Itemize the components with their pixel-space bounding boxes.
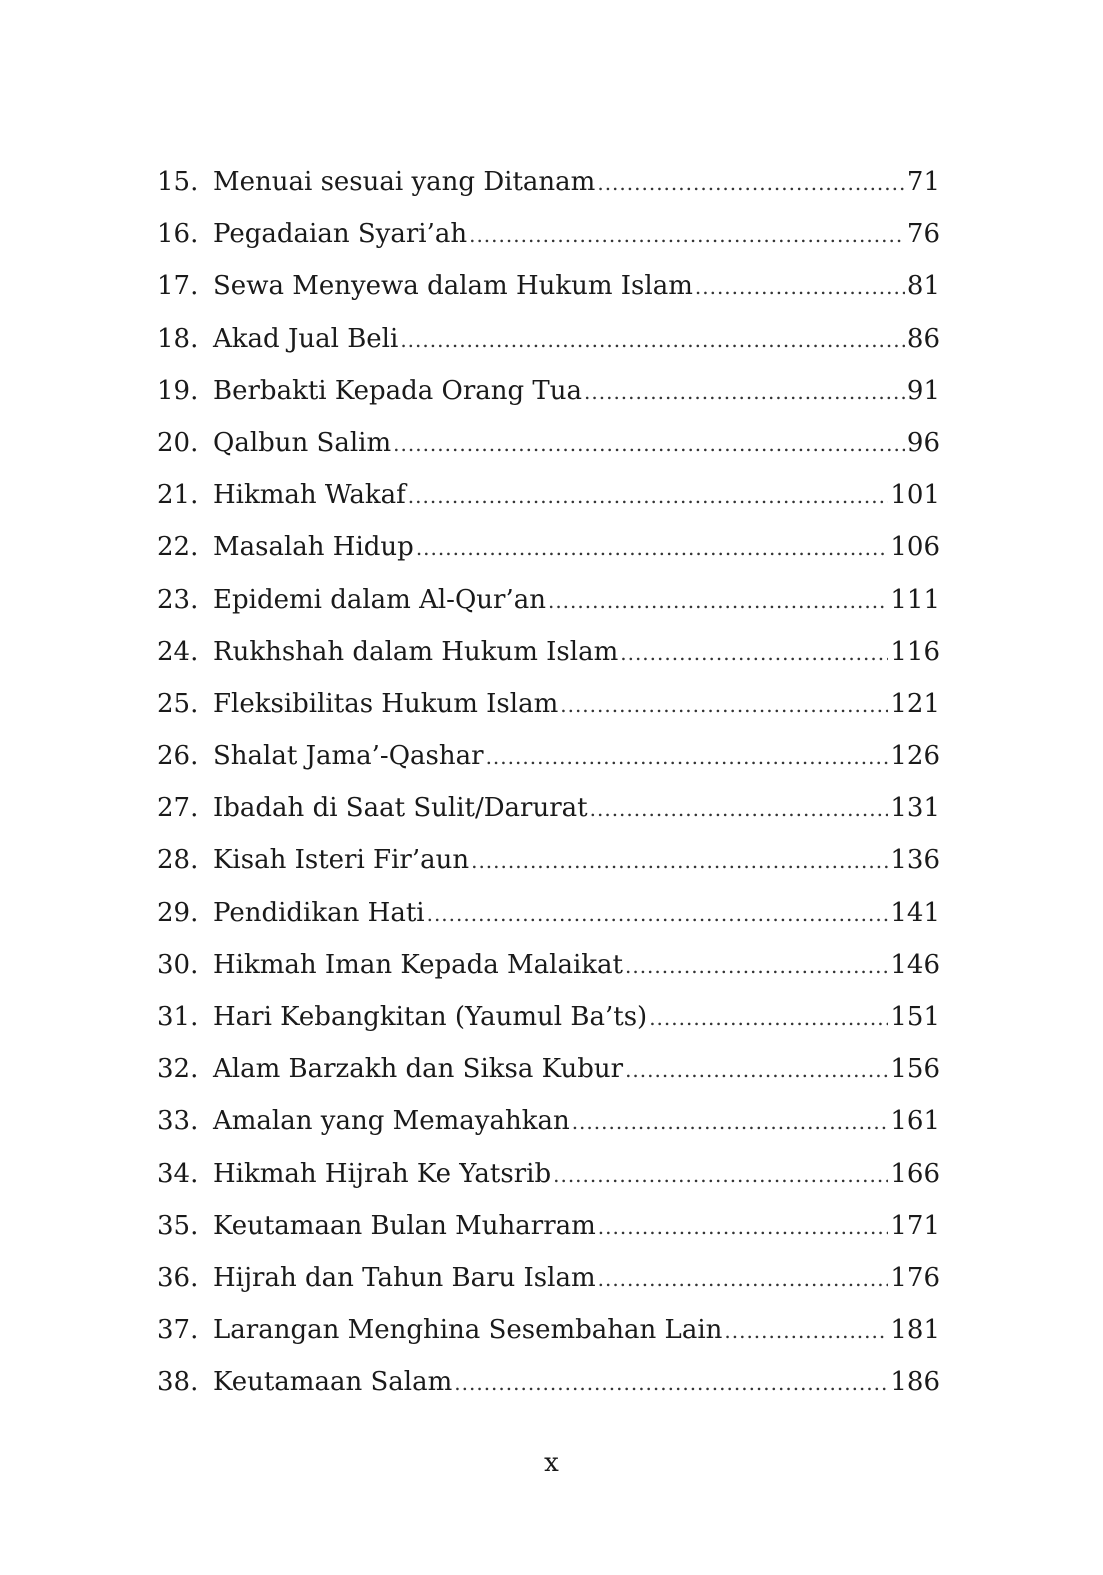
toc-entry-number: 26. bbox=[157, 741, 199, 772]
toc-entry bbox=[157, 782, 940, 834]
table-of-contents bbox=[157, 156, 940, 1409]
toc-entry-page: 146 bbox=[890, 949, 940, 980]
toc-entry-number: 38. bbox=[157, 1367, 199, 1398]
toc-entry-title: Hijrah dan Tahun Baru Islam bbox=[213, 1262, 596, 1293]
toc-entry-title: Pendidikan Hati bbox=[213, 897, 425, 928]
toc-entry-number: 24. bbox=[157, 636, 199, 667]
toc-entry-number: 35. bbox=[157, 1210, 199, 1241]
toc-leader-dots bbox=[598, 1201, 889, 1253]
toc-entry-title: Akad Jual Beli bbox=[213, 323, 399, 354]
toc-entry-page: 126 bbox=[890, 741, 940, 772]
toc-entry bbox=[157, 208, 940, 260]
toc-entry-page: 76 bbox=[906, 219, 940, 250]
toc-entry bbox=[157, 521, 940, 573]
toc-entry-number: 16. bbox=[157, 219, 199, 250]
toc-entry-number: 36. bbox=[157, 1262, 199, 1293]
toc-entry bbox=[157, 834, 940, 886]
toc-entry-title: Kisah Isteri Fir’aun bbox=[213, 845, 470, 876]
toc-entry-page: 81 bbox=[906, 271, 940, 302]
toc-leader-dots bbox=[597, 157, 905, 209]
toc-leader-dots bbox=[471, 835, 888, 887]
toc-entry bbox=[157, 1043, 940, 1095]
toc-entry-page: 186 bbox=[890, 1367, 940, 1398]
toc-entry-title: Amalan yang Memayahkan bbox=[213, 1106, 570, 1137]
toc-entry bbox=[157, 1252, 940, 1304]
toc-leader-dots bbox=[584, 366, 905, 418]
toc-entry bbox=[157, 313, 940, 365]
toc-entry-number: 29. bbox=[157, 897, 199, 928]
toc-entry-title: Masalah Hidup bbox=[213, 532, 414, 563]
toc-leader-dots bbox=[625, 1044, 888, 1096]
toc-entry-title: Keutamaan Bulan Muharram bbox=[213, 1210, 596, 1241]
toc-entry-title: Menuai sesuai yang Ditanam bbox=[213, 167, 596, 197]
toc-entry bbox=[157, 1200, 940, 1252]
toc-leader-dots bbox=[724, 1305, 888, 1357]
toc-entry-page: 91 bbox=[906, 375, 940, 406]
toc-entry bbox=[157, 469, 940, 521]
toc-entry-number: 32. bbox=[157, 1054, 199, 1085]
toc-entry-page: 151 bbox=[890, 1002, 940, 1032]
toc-leader-dots bbox=[598, 1253, 889, 1305]
toc-entry-number: 20. bbox=[157, 427, 199, 458]
toc-leader-dots bbox=[649, 992, 888, 1044]
toc-entry-page: 96 bbox=[906, 427, 940, 458]
toc-entry bbox=[157, 365, 940, 417]
toc-entry-number: 17. bbox=[157, 271, 199, 302]
toc-entry-title: Fleksibilitas Hukum Islam bbox=[213, 688, 559, 719]
toc-entry-number: 22. bbox=[157, 532, 199, 563]
toc-leader-dots bbox=[572, 1096, 889, 1148]
toc-entry bbox=[157, 1095, 940, 1147]
toc-entry-title: Keutamaan Salam bbox=[213, 1367, 453, 1398]
toc-leader-dots bbox=[393, 418, 905, 470]
toc-leader-dots bbox=[486, 731, 889, 783]
toc-entry bbox=[157, 574, 940, 626]
toc-entry-page: 106 bbox=[890, 532, 940, 563]
toc-entry-title: Hikmah Hijrah Ke Yatsrib bbox=[213, 1158, 552, 1189]
toc-entry bbox=[157, 678, 940, 730]
toc-leader-dots bbox=[553, 1149, 888, 1201]
toc-leader-dots bbox=[560, 679, 888, 731]
toc-entry-number: 27. bbox=[157, 793, 199, 824]
toc-leader-dots bbox=[620, 627, 888, 679]
toc-leader-dots bbox=[408, 470, 889, 522]
toc-entry-page: 161 bbox=[890, 1106, 940, 1137]
page-number: x bbox=[544, 1448, 559, 1478]
toc-entry-number: 30. bbox=[157, 949, 199, 980]
toc-leader-dots bbox=[469, 209, 905, 261]
toc-entry-title: Sewa Menyewa dalam Hukum Islam bbox=[213, 271, 693, 302]
toc-entry bbox=[157, 939, 940, 991]
toc-entry-number: 33. bbox=[157, 1106, 199, 1137]
toc-entry-page: 156 bbox=[890, 1054, 940, 1085]
toc-entry-title: Alam Barzakh dan Siksa Kubur bbox=[213, 1054, 624, 1085]
toc-leader-dots bbox=[400, 314, 905, 366]
toc-entry-title: Ibadah di Saat Sulit/Darurat bbox=[213, 793, 588, 824]
toc-entry-page: 181 bbox=[890, 1315, 940, 1346]
toc-entry-number: 25. bbox=[157, 688, 199, 719]
toc-entry bbox=[157, 156, 940, 208]
toc-entry-title: Shalat Jama’-Qashar bbox=[213, 741, 484, 772]
toc-entry bbox=[157, 260, 940, 312]
toc-entry-title: Rukhshah dalam Hukum Islam bbox=[213, 636, 619, 667]
toc-entry-page: 71 bbox=[906, 167, 940, 197]
toc-entry-page: 166 bbox=[890, 1158, 940, 1189]
toc-entry-number: 23. bbox=[157, 584, 199, 615]
toc-entry bbox=[157, 1304, 940, 1356]
toc-entry-page: 101 bbox=[890, 480, 940, 511]
toc-entry bbox=[157, 417, 940, 469]
toc-leader-dots bbox=[695, 261, 905, 313]
toc-leader-dots bbox=[548, 575, 888, 627]
toc-entry-page: 136 bbox=[890, 845, 940, 876]
toc-entry-number: 21. bbox=[157, 480, 199, 511]
toc-entry-title: Berbakti Kepada Orang Tua bbox=[213, 375, 583, 406]
toc-leader-dots bbox=[625, 940, 888, 992]
toc-leader-dots bbox=[416, 522, 889, 574]
toc-entry-number: 15. bbox=[157, 167, 199, 197]
toc-leader-dots bbox=[454, 1357, 888, 1409]
toc-entry-title: Hari Kebangkitan (Yaumul Ba’ts) bbox=[213, 1002, 648, 1032]
toc-entry-title: Pegadaian Syari’ah bbox=[213, 219, 468, 250]
toc-entry-page: 176 bbox=[890, 1262, 940, 1293]
toc-entry bbox=[157, 626, 940, 678]
toc-entry bbox=[157, 1148, 940, 1200]
toc-entry bbox=[157, 730, 940, 782]
toc-entry-number: 28. bbox=[157, 845, 199, 876]
toc-leader-dots bbox=[590, 783, 889, 835]
toc-entry-page: 86 bbox=[906, 323, 940, 354]
toc-entry-page: 141 bbox=[890, 897, 940, 928]
toc-entry-title: Epidemi dalam Al-Qur’an bbox=[213, 584, 546, 615]
toc-entry-page: 111 bbox=[890, 584, 940, 615]
toc-entry bbox=[157, 991, 940, 1043]
toc-entry-title: Qalbun Salim bbox=[213, 427, 392, 458]
toc-entry-number: 31. bbox=[157, 1002, 199, 1032]
toc-entry-page: 121 bbox=[890, 688, 940, 719]
toc-entry bbox=[157, 887, 940, 939]
toc-entry-title: Larangan Menghina Sesembahan Lain bbox=[213, 1315, 723, 1346]
toc-leader-dots bbox=[427, 888, 889, 940]
toc-entry-title: Hikmah Iman Kepada Malaikat bbox=[213, 949, 623, 980]
toc-entry-number: 34. bbox=[157, 1158, 199, 1189]
toc-entry-number: 19. bbox=[157, 375, 199, 406]
toc-entry-page: 116 bbox=[890, 636, 940, 667]
toc-entry-title: Hikmah Wakaf bbox=[213, 480, 406, 511]
toc-entry-number: 18. bbox=[157, 323, 199, 354]
toc-entry-number: 37. bbox=[157, 1315, 199, 1346]
toc-entry-page: 171 bbox=[890, 1210, 940, 1241]
toc-entry bbox=[157, 1356, 940, 1408]
toc-entry-page: 131 bbox=[890, 793, 940, 824]
